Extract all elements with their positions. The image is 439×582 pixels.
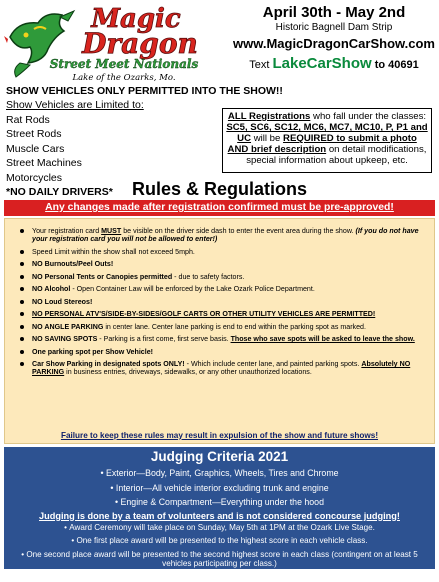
logo-title-dragon: Dragon <box>81 27 198 60</box>
show-vehicles-only-headline: SHOW VEHICLES ONLY PERMITTED INTO THE SHOW!! <box>6 85 283 97</box>
event-venue: Historic Bagnell Dam Strip <box>232 22 436 34</box>
vehicle-type-item: Street Rods <box>6 127 144 142</box>
rules-panel <box>4 218 435 444</box>
rule-item: Your registration card MUST be visible on the driver side dash to enter the event area during the show. (If you do not have your registration card you will not be allowed to enter!) <box>19 227 424 244</box>
event-dates: April 30th - May 2nd <box>232 4 436 22</box>
award-item: • One second place award will be presented to the second highest score in each class (contingent on at least 5 vehicles participating per class.) <box>10 550 429 569</box>
award-item: • One first place award will be presented to the highest score in each vehicle class. <box>10 536 429 546</box>
judging-team-note: Judging is done by a team of volunteers and is not considered concourse judging! <box>4 511 435 521</box>
rule-item: NO ANGLE PARKING in center lane. Center lane parking is end to end within the parking spot as marked. <box>19 323 424 331</box>
no-daily-drivers: *NO DAILY DRIVERS* <box>6 185 144 200</box>
rule-item: NO Burnouts/Peel Outs! <box>19 260 424 268</box>
text-signup-number: to 40691 <box>375 59 419 71</box>
dragon-logo-icon <box>4 3 230 83</box>
judging-categories <box>4 466 435 510</box>
rule-item: NO Loud Stereos! <box>19 298 424 306</box>
text-signup-pre: Text <box>249 59 269 71</box>
judging-category-item: • Engine & Compartment—Everything under the hood <box>4 495 435 510</box>
judging-category-item: • Interior—All vehicle interior excluding trunk and engine <box>4 481 435 496</box>
award-item: • The Best of Show award will be presented to the vehicle with the highest overall score. <box>10 573 429 582</box>
rule-item: Speed Limit within the show shall not exceed 5mph. <box>19 248 424 256</box>
registration-requirements-box <box>222 108 432 173</box>
logo-title-magic: Magic <box>90 4 181 34</box>
vehicle-type-item: Muscle Cars <box>6 142 144 157</box>
reg-class-list: SC5, SC6, SC12, MC6, MC7, MC10, P, P1 and UC <box>226 122 427 144</box>
award-item: • Award Ceremony will take place on Sunday, May 5th at 1PM at the Ozark Live Stage. <box>10 523 429 533</box>
reg-all-registrations: ALL Registrations <box>228 111 310 122</box>
vehicle-type-item: Motorcycles <box>6 171 144 186</box>
limited-label: Show Vehicles are Limited to: <box>6 98 144 113</box>
text-signup <box>232 55 436 73</box>
rules-title: Rules & Regulations <box>0 179 439 200</box>
reg-text-1: who fall under the classes: <box>310 111 426 122</box>
judging-category-item: • Exterior—Body, Paint, Graphics, Wheels, Tires and Chrome <box>4 466 435 481</box>
reg-text-3: on detail modifications, special information about upkeep, etc. <box>246 144 426 166</box>
logo-subtitle: Street Meet Nationals <box>50 57 199 71</box>
pre-approval-banner: Any changes made after registration confirmed must be pre-approved! <box>4 200 435 216</box>
website-link[interactable]: www.MagicDragonCarShow.com <box>232 36 436 52</box>
vehicle-type-item: Rat Rods <box>6 113 144 128</box>
rule-item: NO SAVING SPOTS - Parking is a first come, first serve basis. Those who save spots will be asked to leave the show. <box>19 335 424 343</box>
reg-text-2: will be <box>251 133 283 144</box>
rule-item: NO Personal Tents or Canopies permitted - due to safety factors. <box>19 273 424 281</box>
judging-panel <box>4 447 435 569</box>
rule-item: NO PERSONAL ATV'S/SIDE-BY-SIDES/GOLF CARTS OR OTHER UTILITY VEHICLES ARE PERMITTED! <box>19 310 424 318</box>
awards-list <box>4 523 435 582</box>
reg-required: REQUIRED to submit a photo AND brief description <box>228 133 417 155</box>
rule-item: Car Show Parking in designated spots ONLY! - Which include center lane, and painted parking spots. Absolutely NO PARKING in business entries, driveways, sidewalks, or any other unauthorized locations. <box>19 360 424 377</box>
text-keyword: LakeCarShow <box>272 55 371 72</box>
rules-list <box>5 219 434 377</box>
magic-dragon-logo <box>4 3 230 83</box>
event-info <box>232 4 436 73</box>
rule-item: One parking spot per Show Vehicle! <box>19 348 424 356</box>
rule-item: NO Alcohol - Open Container Law will be enforced by the Lake Ozark Police Department. <box>19 285 424 293</box>
expulsion-warning: Failure to keep these rules may result in expulsion of the show and future shows! <box>5 431 434 440</box>
vehicle-type-item: Street Machines <box>6 156 144 171</box>
logo-location: Lake of the Ozarks, Mo. <box>71 73 175 83</box>
judging-title: Judging Criteria 2021 <box>4 447 435 464</box>
